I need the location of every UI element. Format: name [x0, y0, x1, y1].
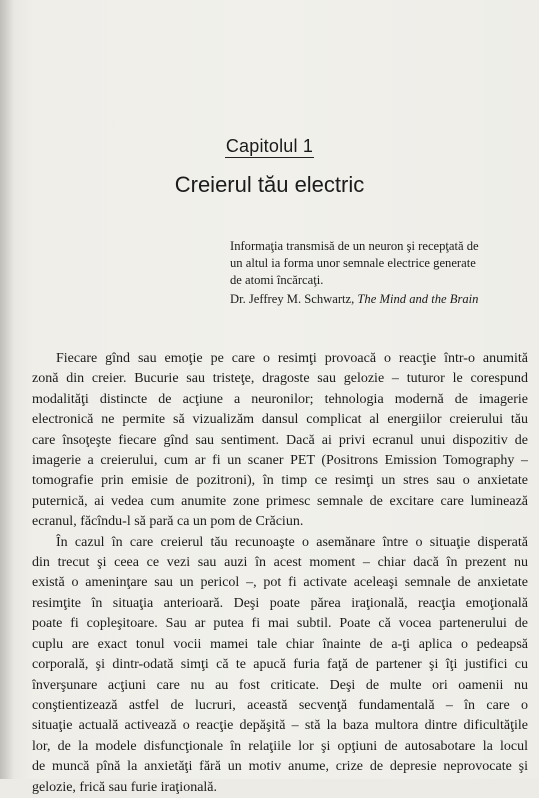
- body-text: [32, 349, 528, 798]
- body-line: situaţie actuală activează o reacţie depăşită – stă la baza multora dintre dificultăţile: [32, 718, 528, 734]
- body-line: electronică ne permite să vizualizăm dansul complicat al energiilor creierului tău: [32, 412, 528, 428]
- page-edge-shadow: [0, 0, 14, 779]
- epigraph-work: The Mind and the Brain: [357, 292, 479, 306]
- body-line: ecranul, făcîndu-l să pară ca un pom de Crăciun.: [32, 514, 304, 530]
- epigraph-line: de atomi încărcaţi.: [230, 273, 324, 287]
- chapter-label-text: Capitolul 1: [225, 136, 314, 156]
- body-line: În cazul în care creierul tău recunoaşte o asemănare între o situaţie disperată: [56, 534, 528, 550]
- body-line: Fiecare gînd sau emoţie pe care o resimţi provoacă o reacţie într-o anumită: [56, 351, 528, 366]
- chapter-title: Creierul tău electric: [174, 172, 365, 197]
- epigraph-attribution: [230, 292, 478, 307]
- body-line: tomografie prin emisie de pozitroni), în timp ce resimţi un stres sau o anxietate: [32, 473, 528, 489]
- body-line: înverşunare acţiuni care nu au fost criticate. Deşi de multe ori oamenii nu: [32, 677, 528, 693]
- body-line: conştientizează astfel de lucruri, această secvenţă fundamentală – în care o: [32, 697, 528, 713]
- epigraph-line: Informaţia transmisă de un neuron şi recepţată de: [230, 239, 479, 253]
- body-line: poate fi copleşitoare. Sau ar putea fi mai subtil. Poate că vocea partenerului de: [32, 616, 528, 632]
- body-line: imagerie a creierului, cum ar fi un scaner PET (Positrons Emission Tomography –: [32, 453, 528, 469]
- body-line: modalităţi distincte de acţiune a neuronilor; tehnologia modernă de imagerie: [32, 391, 528, 407]
- epigraph-line: un altul ia forma unor semnale electrice generate: [230, 256, 476, 270]
- body-line: cuplu are exact tonul vocii mamei tale chiar înainte de a-ţi aplica o pedeapsă: [32, 636, 528, 652]
- epigraph: [230, 238, 530, 289]
- chapter-label: [0, 136, 539, 157]
- body-line: de muncă pînă la anxietăţi fără un motiv anume, crize de depresie neprovocate şi: [32, 759, 528, 775]
- body-line: din trecut şi ceea ce vezi sau auzi în acest moment – chiar dacă în prezent nu: [32, 555, 528, 571]
- body-line: puternică, ai vedea cum anumite zone primesc semnale de excitare care luminează: [32, 493, 528, 509]
- body-line: lor, de la modele disfuncţionale în relaţiile lor şi opţiuni de autosabotare la locul: [32, 738, 528, 754]
- body-line: resimţite în situaţia anterioară. Deşi poate părea iraţională, reacţia emoţională: [32, 595, 528, 611]
- body-line: zonă din creier. Bucurie sau tristeţe, dragoste sau gelozie – tuturor le corespund: [32, 371, 528, 387]
- body-line: corporală, şi dintr-odată simţi că te apucă furia faţă de partener şi îţi justifici cu: [32, 657, 528, 673]
- body-line: gelozie, frică sau furie iraţională.: [32, 779, 218, 795]
- epigraph-author: Dr. Jeffrey M. Schwartz,: [230, 292, 358, 306]
- body-line: care însoţeşte fiecare gînd sau sentiment. Dacă ai privi ecranul unui dispozitiv de: [32, 432, 528, 448]
- body-line: există o ameninţare sau un pericol –, pot fi activate aceleaşi semnale de anxietate: [32, 575, 528, 591]
